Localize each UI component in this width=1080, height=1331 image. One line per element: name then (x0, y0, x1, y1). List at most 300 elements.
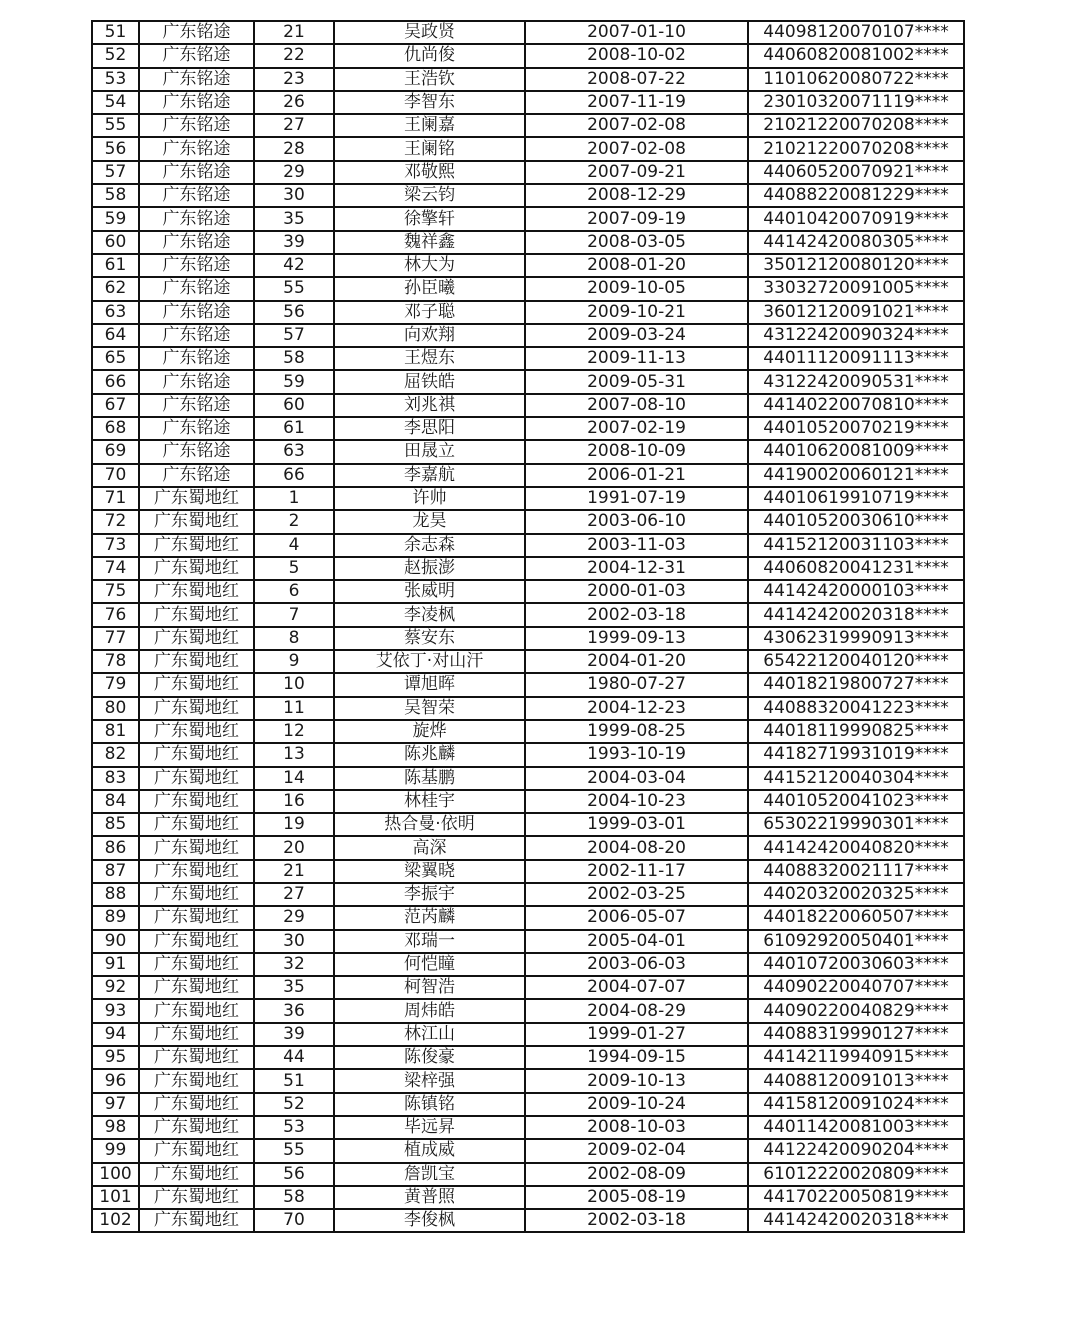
row-index-cell: 81 (92, 720, 139, 743)
player-name-cell: 龙昊 (334, 510, 525, 533)
row-index-cell: 66 (92, 370, 139, 393)
id-number-cell: 11010620080722**** (748, 68, 964, 91)
id-number-cell: 44088319990127**** (748, 1023, 964, 1046)
player-name-cell: 陈镇铭 (334, 1093, 525, 1116)
row-index-cell: 100 (92, 1163, 139, 1186)
birth-date-cell: 2007-09-19 (525, 207, 748, 230)
player-name-cell: 屈铁皓 (334, 370, 525, 393)
birth-date-cell: 2004-01-20 (525, 650, 748, 673)
birth-date-cell: 2009-02-04 (525, 1139, 748, 1162)
player-name-cell: 林桂宇 (334, 790, 525, 813)
player-name-cell: 邓子聪 (334, 301, 525, 324)
table-row (92, 347, 964, 370)
jersey-number-cell: 4 (254, 534, 334, 557)
player-name-cell: 谭旭晖 (334, 673, 525, 696)
team-cell: 广东铭途 (139, 91, 254, 114)
table-row (92, 720, 964, 743)
birth-date-cell: 1999-01-27 (525, 1023, 748, 1046)
player-name-cell: 田晟立 (334, 440, 525, 463)
team-cell: 广东蜀地红 (139, 813, 254, 836)
player-name-cell: 陈俊豪 (334, 1046, 525, 1069)
team-cell: 广东蜀地红 (139, 953, 254, 976)
table-row (92, 813, 964, 836)
table-row (92, 906, 964, 929)
jersey-number-cell: 21 (254, 860, 334, 883)
table-row (92, 1209, 964, 1232)
jersey-number-cell: 29 (254, 161, 334, 184)
id-number-cell: 44142420040820**** (748, 836, 964, 859)
team-cell: 广东铭途 (139, 207, 254, 230)
team-cell: 广东铭途 (139, 161, 254, 184)
team-cell: 广东蜀地红 (139, 1163, 254, 1186)
row-index-cell: 101 (92, 1186, 139, 1209)
birth-date-cell: 2004-12-31 (525, 557, 748, 580)
jersey-number-cell: 35 (254, 976, 334, 999)
team-cell: 广东蜀地红 (139, 930, 254, 953)
birth-date-cell: 2008-10-02 (525, 44, 748, 67)
team-cell: 广东蜀地红 (139, 1093, 254, 1116)
row-index-cell: 59 (92, 207, 139, 230)
table-row (92, 301, 964, 324)
team-cell: 广东铭途 (139, 68, 254, 91)
jersey-number-cell: 53 (254, 1116, 334, 1139)
birth-date-cell: 2007-01-10 (525, 21, 748, 44)
table-row (92, 534, 964, 557)
id-number-cell: 65302219990301**** (748, 813, 964, 836)
id-number-cell: 61092920050401**** (748, 930, 964, 953)
id-number-cell: 44088220081229**** (748, 184, 964, 207)
table-row (92, 440, 964, 463)
table-row (92, 510, 964, 533)
table-row (92, 603, 964, 626)
id-number-cell: 44182719931019**** (748, 743, 964, 766)
player-name-cell: 李凌枫 (334, 603, 525, 626)
player-name-cell: 仇尚俊 (334, 44, 525, 67)
team-cell: 广东蜀地红 (139, 603, 254, 626)
team-cell: 广东蜀地红 (139, 557, 254, 580)
id-number-cell: 44152120040304**** (748, 767, 964, 790)
table-row (92, 254, 964, 277)
row-index-cell: 53 (92, 68, 139, 91)
birth-date-cell: 2007-08-10 (525, 394, 748, 417)
player-name-cell: 赵振澎 (334, 557, 525, 580)
table-row (92, 161, 964, 184)
table-row (92, 557, 964, 580)
player-name-cell: 刘兆祺 (334, 394, 525, 417)
player-name-cell: 林江山 (334, 1023, 525, 1046)
team-cell: 广东铭途 (139, 417, 254, 440)
player-name-cell: 李振宇 (334, 883, 525, 906)
player-name-cell: 植成威 (334, 1139, 525, 1162)
player-name-cell: 林大为 (334, 254, 525, 277)
table-row (92, 231, 964, 254)
birth-date-cell: 2006-01-21 (525, 464, 748, 487)
birth-date-cell: 2002-03-18 (525, 603, 748, 626)
player-name-cell: 艾依丁·对山汗 (334, 650, 525, 673)
player-name-cell: 李俊枫 (334, 1209, 525, 1232)
row-index-cell: 64 (92, 324, 139, 347)
birth-date-cell: 2004-10-23 (525, 790, 748, 813)
id-number-cell: 65422120040120**** (748, 650, 964, 673)
jersey-number-cell: 63 (254, 440, 334, 463)
jersey-number-cell: 58 (254, 347, 334, 370)
birth-date-cell: 2008-03-05 (525, 231, 748, 254)
jersey-number-cell: 11 (254, 697, 334, 720)
team-cell: 广东蜀地红 (139, 720, 254, 743)
birth-date-cell: 2009-10-24 (525, 1093, 748, 1116)
birth-date-cell: 2007-02-19 (525, 417, 748, 440)
birth-date-cell: 1993-10-19 (525, 743, 748, 766)
team-cell: 广东蜀地红 (139, 1186, 254, 1209)
jersey-number-cell: 51 (254, 1069, 334, 1092)
row-index-cell: 102 (92, 1209, 139, 1232)
row-index-cell: 57 (92, 161, 139, 184)
jersey-number-cell: 32 (254, 953, 334, 976)
team-cell: 广东蜀地红 (139, 580, 254, 603)
row-index-cell: 89 (92, 906, 139, 929)
jersey-number-cell: 29 (254, 906, 334, 929)
row-index-cell: 80 (92, 697, 139, 720)
id-number-cell: 21021220070208**** (748, 114, 964, 137)
birth-date-cell: 2000-01-03 (525, 580, 748, 603)
team-cell: 广东蜀地红 (139, 836, 254, 859)
team-cell: 广东蜀地红 (139, 673, 254, 696)
jersey-number-cell: 19 (254, 813, 334, 836)
row-index-cell: 99 (92, 1139, 139, 1162)
id-number-cell: 44158120091024**** (748, 1093, 964, 1116)
birth-date-cell: 2009-10-13 (525, 1069, 748, 1092)
jersey-number-cell: 7 (254, 603, 334, 626)
player-name-cell: 王阑嘉 (334, 114, 525, 137)
table-row (92, 627, 964, 650)
row-index-cell: 78 (92, 650, 139, 673)
row-index-cell: 73 (92, 534, 139, 557)
id-number-cell: 44020320020325**** (748, 883, 964, 906)
jersey-number-cell: 27 (254, 114, 334, 137)
birth-date-cell: 2008-01-20 (525, 254, 748, 277)
table-row (92, 277, 964, 300)
jersey-number-cell: 1 (254, 487, 334, 510)
birth-date-cell: 2004-08-20 (525, 836, 748, 859)
team-cell: 广东蜀地红 (139, 650, 254, 673)
row-index-cell: 97 (92, 1093, 139, 1116)
id-number-cell: 43122420090324**** (748, 324, 964, 347)
table-row (92, 184, 964, 207)
id-number-cell: 44060820041231**** (748, 557, 964, 580)
birth-date-cell: 2008-10-03 (525, 1116, 748, 1139)
id-number-cell: 44190020060121**** (748, 464, 964, 487)
jersey-number-cell: 56 (254, 301, 334, 324)
row-index-cell: 58 (92, 184, 139, 207)
jersey-number-cell: 27 (254, 883, 334, 906)
row-index-cell: 93 (92, 999, 139, 1022)
team-cell: 广东铭途 (139, 440, 254, 463)
id-number-cell: 44152120031103**** (748, 534, 964, 557)
jersey-number-cell: 6 (254, 580, 334, 603)
table-row (92, 1139, 964, 1162)
id-number-cell: 35012120080120**** (748, 254, 964, 277)
team-cell: 广东蜀地红 (139, 999, 254, 1022)
table-row (92, 464, 964, 487)
table-row (92, 44, 964, 67)
table-row (92, 114, 964, 137)
id-number-cell: 44010520041023**** (748, 790, 964, 813)
jersey-number-cell: 16 (254, 790, 334, 813)
roster-table-body (92, 21, 964, 1232)
id-number-cell: 44090220040707**** (748, 976, 964, 999)
jersey-number-cell: 30 (254, 930, 334, 953)
player-name-cell: 余志森 (334, 534, 525, 557)
id-number-cell: 44018219800727**** (748, 673, 964, 696)
row-index-cell: 63 (92, 301, 139, 324)
team-cell: 广东铭途 (139, 347, 254, 370)
jersey-number-cell: 20 (254, 836, 334, 859)
row-index-cell: 74 (92, 557, 139, 580)
row-index-cell: 95 (92, 1046, 139, 1069)
jersey-number-cell: 21 (254, 21, 334, 44)
table-row (92, 697, 964, 720)
table-row (92, 68, 964, 91)
jersey-number-cell: 12 (254, 720, 334, 743)
row-index-cell: 82 (92, 743, 139, 766)
jersey-number-cell: 28 (254, 137, 334, 160)
player-name-cell: 詹凯宝 (334, 1163, 525, 1186)
team-cell: 广东蜀地红 (139, 1023, 254, 1046)
player-name-cell: 高深 (334, 836, 525, 859)
id-number-cell: 44088320021117**** (748, 860, 964, 883)
birth-date-cell: 1999-08-25 (525, 720, 748, 743)
jersey-number-cell: 10 (254, 673, 334, 696)
id-number-cell: 33032720091005**** (748, 277, 964, 300)
jersey-number-cell: 59 (254, 370, 334, 393)
player-name-cell: 热合曼·依明 (334, 813, 525, 836)
team-cell: 广东蜀地红 (139, 976, 254, 999)
id-number-cell: 44098120070107**** (748, 21, 964, 44)
birth-date-cell: 2008-10-09 (525, 440, 748, 463)
team-cell: 广东蜀地红 (139, 627, 254, 650)
team-cell: 广东蜀地红 (139, 743, 254, 766)
id-number-cell: 44142420020318**** (748, 1209, 964, 1232)
team-cell: 广东铭途 (139, 370, 254, 393)
jersey-number-cell: 56 (254, 1163, 334, 1186)
table-row (92, 673, 964, 696)
row-index-cell: 56 (92, 137, 139, 160)
birth-date-cell: 2007-09-21 (525, 161, 748, 184)
player-name-cell: 柯智浩 (334, 976, 525, 999)
jersey-number-cell: 14 (254, 767, 334, 790)
player-name-cell: 陈基鹏 (334, 767, 525, 790)
row-index-cell: 94 (92, 1023, 139, 1046)
player-name-cell: 毕远昇 (334, 1116, 525, 1139)
id-number-cell: 61012220020809**** (748, 1163, 964, 1186)
table-row (92, 1046, 964, 1069)
table-row (92, 1186, 964, 1209)
jersey-number-cell: 30 (254, 184, 334, 207)
birth-date-cell: 2007-02-08 (525, 114, 748, 137)
id-number-cell: 44010720030603**** (748, 953, 964, 976)
team-cell: 广东蜀地红 (139, 767, 254, 790)
table-row (92, 137, 964, 160)
player-name-cell: 向欢翔 (334, 324, 525, 347)
row-index-cell: 55 (92, 114, 139, 137)
player-name-cell: 陈兆麟 (334, 743, 525, 766)
team-cell: 广东铭途 (139, 114, 254, 137)
id-number-cell: 44060820081002**** (748, 44, 964, 67)
table-row (92, 1116, 964, 1139)
row-index-cell: 60 (92, 231, 139, 254)
player-name-cell: 周炜皓 (334, 999, 525, 1022)
id-number-cell: 44122420090204**** (748, 1139, 964, 1162)
birth-date-cell: 2009-05-31 (525, 370, 748, 393)
team-cell: 广东铭途 (139, 137, 254, 160)
id-number-cell: 44010520030610**** (748, 510, 964, 533)
table-row (92, 1023, 964, 1046)
jersey-number-cell: 61 (254, 417, 334, 440)
player-name-cell: 王阑铭 (334, 137, 525, 160)
birth-date-cell: 2005-04-01 (525, 930, 748, 953)
row-index-cell: 79 (92, 673, 139, 696)
table-row (92, 1069, 964, 1092)
birth-date-cell: 1999-03-01 (525, 813, 748, 836)
team-cell: 广东蜀地红 (139, 1209, 254, 1232)
table-row (92, 650, 964, 673)
table-row (92, 1093, 964, 1116)
team-cell: 广东蜀地红 (139, 860, 254, 883)
birth-date-cell: 2003-06-03 (525, 953, 748, 976)
player-name-cell: 梁梓强 (334, 1069, 525, 1092)
table-row (92, 790, 964, 813)
roster-table (91, 20, 965, 1233)
team-cell: 广东铭途 (139, 464, 254, 487)
table-row (92, 324, 964, 347)
team-cell: 广东铭途 (139, 44, 254, 67)
row-index-cell: 65 (92, 347, 139, 370)
table-row (92, 21, 964, 44)
table-row (92, 999, 964, 1022)
player-name-cell: 许帅 (334, 487, 525, 510)
table-row (92, 883, 964, 906)
row-index-cell: 86 (92, 836, 139, 859)
row-index-cell: 70 (92, 464, 139, 487)
jersey-number-cell: 8 (254, 627, 334, 650)
player-name-cell: 黄普照 (334, 1186, 525, 1209)
birth-date-cell: 1991-07-19 (525, 487, 748, 510)
player-name-cell: 李嘉航 (334, 464, 525, 487)
birth-date-cell: 2004-07-07 (525, 976, 748, 999)
row-index-cell: 83 (92, 767, 139, 790)
jersey-number-cell: 35 (254, 207, 334, 230)
jersey-number-cell: 5 (254, 557, 334, 580)
jersey-number-cell: 22 (254, 44, 334, 67)
jersey-number-cell: 39 (254, 231, 334, 254)
jersey-number-cell: 58 (254, 1186, 334, 1209)
team-cell: 广东铭途 (139, 231, 254, 254)
table-row (92, 417, 964, 440)
team-cell: 广东铭途 (139, 301, 254, 324)
team-cell: 广东蜀地红 (139, 487, 254, 510)
player-name-cell: 张威明 (334, 580, 525, 603)
row-index-cell: 96 (92, 1069, 139, 1092)
team-cell: 广东蜀地红 (139, 510, 254, 533)
player-name-cell: 王煜东 (334, 347, 525, 370)
id-number-cell: 44010620081009**** (748, 440, 964, 463)
row-index-cell: 69 (92, 440, 139, 463)
birth-date-cell: 1994-09-15 (525, 1046, 748, 1069)
team-cell: 广东铭途 (139, 254, 254, 277)
birth-date-cell: 2002-03-18 (525, 1209, 748, 1232)
player-name-cell: 范芮麟 (334, 906, 525, 929)
team-cell: 广东蜀地红 (139, 1116, 254, 1139)
id-number-cell: 44142420020318**** (748, 603, 964, 626)
table-row (92, 580, 964, 603)
row-index-cell: 61 (92, 254, 139, 277)
birth-date-cell: 2004-03-04 (525, 767, 748, 790)
team-cell: 广东蜀地红 (139, 1069, 254, 1092)
id-number-cell: 44142119940915**** (748, 1046, 964, 1069)
row-index-cell: 54 (92, 91, 139, 114)
birth-date-cell: 2002-08-09 (525, 1163, 748, 1186)
table-row (92, 860, 964, 883)
table-row (92, 767, 964, 790)
table-row (92, 207, 964, 230)
id-number-cell: 44018119990825**** (748, 720, 964, 743)
player-name-cell: 邓瑞一 (334, 930, 525, 953)
table-row (92, 370, 964, 393)
id-number-cell: 44090220040829**** (748, 999, 964, 1022)
id-number-cell: 44142420000103**** (748, 580, 964, 603)
row-index-cell: 87 (92, 860, 139, 883)
player-name-cell: 梁翼晓 (334, 860, 525, 883)
birth-date-cell: 2009-11-13 (525, 347, 748, 370)
birth-date-cell: 2002-03-25 (525, 883, 748, 906)
id-number-cell: 44010420070919**** (748, 207, 964, 230)
jersey-number-cell: 70 (254, 1209, 334, 1232)
row-index-cell: 52 (92, 44, 139, 67)
birth-date-cell: 2008-12-29 (525, 184, 748, 207)
row-index-cell: 77 (92, 627, 139, 650)
team-cell: 广东蜀地红 (139, 906, 254, 929)
row-index-cell: 51 (92, 21, 139, 44)
team-cell: 广东铭途 (139, 21, 254, 44)
row-index-cell: 91 (92, 953, 139, 976)
row-index-cell: 68 (92, 417, 139, 440)
row-index-cell: 85 (92, 813, 139, 836)
birth-date-cell: 2004-12-23 (525, 697, 748, 720)
player-name-cell: 蔡安东 (334, 627, 525, 650)
jersey-number-cell: 66 (254, 464, 334, 487)
id-number-cell: 44060520070921**** (748, 161, 964, 184)
table-row (92, 743, 964, 766)
birth-date-cell: 1980-07-27 (525, 673, 748, 696)
player-name-cell: 梁云钧 (334, 184, 525, 207)
id-number-cell: 44010520070219**** (748, 417, 964, 440)
team-cell: 广东蜀地红 (139, 1046, 254, 1069)
id-number-cell: 44088120091013**** (748, 1069, 964, 1092)
jersey-number-cell: 13 (254, 743, 334, 766)
team-cell: 广东铭途 (139, 184, 254, 207)
row-index-cell: 84 (92, 790, 139, 813)
table-row (92, 394, 964, 417)
birth-date-cell: 2009-10-21 (525, 301, 748, 324)
table-row (92, 976, 964, 999)
id-number-cell: 23010320071119**** (748, 91, 964, 114)
id-number-cell: 44018220060507**** (748, 906, 964, 929)
jersey-number-cell: 57 (254, 324, 334, 347)
team-cell: 广东铭途 (139, 277, 254, 300)
player-name-cell: 吴智荣 (334, 697, 525, 720)
row-index-cell: 90 (92, 930, 139, 953)
roster-table-container (91, 20, 963, 1233)
